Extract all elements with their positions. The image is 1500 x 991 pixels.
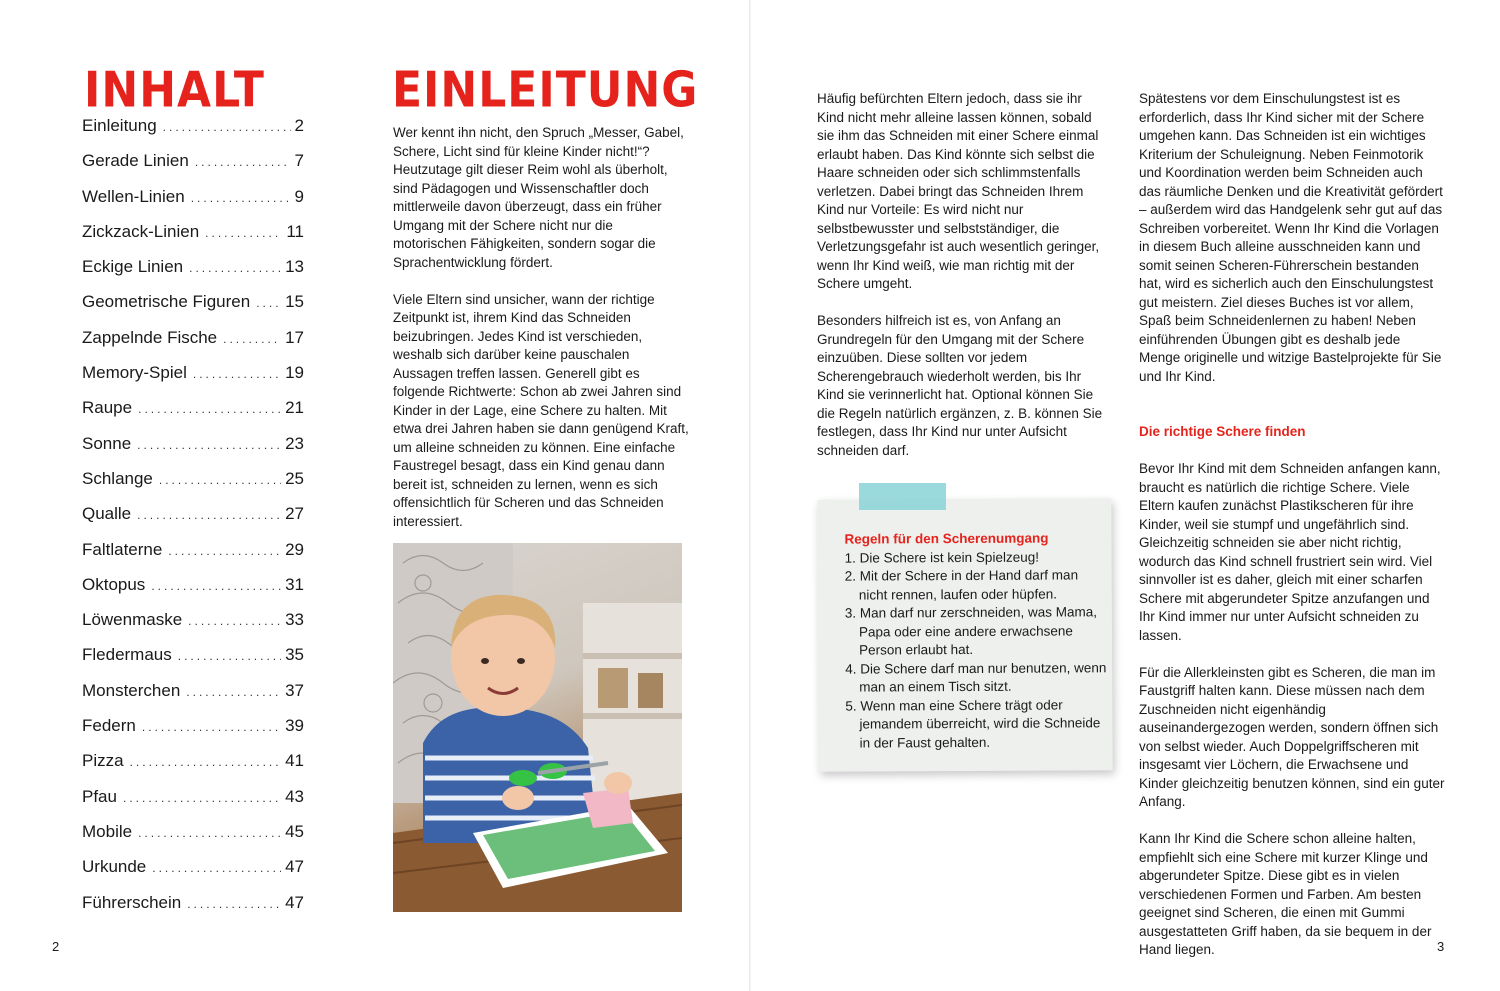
paragraph: Für die Allerkleinsten gibt es Scheren, die man im Faustgriff halten kann. Diese müssen nach dem Zuschneiden nicht eigenhändig auseinandergezogen werden, sondern öffnen sich von selbst wieder. Auch Doppelgriffscheren mit insgesamt vier Löchern, die Erwachsene und Kinder gleichzeitig benutzen können, sind ein guter Anfang. xyxy=(1139,664,1445,809)
toc-entry-page: 15 xyxy=(285,292,304,312)
toc-leader-dots xyxy=(138,826,281,840)
toc-entry-label: Zickzack-Linien xyxy=(82,221,200,241)
toc-leader-dots xyxy=(151,579,281,593)
toc-leader-dots xyxy=(138,402,281,416)
toc-entry xyxy=(82,787,304,822)
toc-entry xyxy=(82,645,304,680)
toc-entry xyxy=(82,187,304,222)
toc-leader-dots xyxy=(178,649,281,663)
rule-item: 4. Die Schere darf man nur benutzen, wenn man an einem Tisch sitzt. xyxy=(845,659,1107,695)
paragraph: Bevor Ihr Kind mit dem Schneiden anfangen kann, braucht es natürlich die richtige Schere. Viele Eltern kaufen zunächst Plastikscheren für ihre Kinder, weil sie stumpf und ungefährlich sind. Gleichzeitig schneiden sie aber nicht richtig, wodurch das Kind schnell frustriert sein wird. Viel sinnvoller ist es daher, gleich mit einer scharfen Schere mit abgerundeter Spitze anzufangen und Ihr Kind immer nur unter Aufsicht schneiden zu lassen. xyxy=(1139,461,1441,643)
toc-entry-label: Eckige Linien xyxy=(82,257,184,277)
toc-leader-dots xyxy=(130,755,282,769)
toc-leader-dots xyxy=(159,473,281,487)
toc-leader-dots xyxy=(205,226,282,240)
toc-entry-label: Federn xyxy=(82,716,136,736)
intro-title: EINLEITUNG xyxy=(392,61,699,119)
toc-entry-page: 7 xyxy=(294,151,304,171)
toc-entry xyxy=(82,540,304,575)
toc-entry-page: 17 xyxy=(285,327,304,347)
toc-entry-label: Schlange xyxy=(82,468,153,488)
photo-illustration xyxy=(393,543,682,912)
toc-entry-page: 9 xyxy=(294,186,304,206)
paragraph: Besonders hilfreich ist es, von Anfang an Grundregeln für den Umgang mit der Schere einzuüben. Diese sollten vor jedem Scherengebrauch wiederholt werden, bis Ihr Kind sie verinnerlicht hat. Optional können Sie die Regeln natürlich ergänzen, z. B. können Sie festlegen, dass Ihr Kind nur unter Aufsicht schneiden darf. xyxy=(817,313,1103,458)
intro-column-3 xyxy=(1139,90,1445,978)
rules-note xyxy=(817,498,1112,772)
tape-strip xyxy=(859,483,946,510)
toc-entry-label: Geometrische Figuren xyxy=(82,292,251,312)
toc-entry xyxy=(82,257,304,292)
rule-item: 3. Man darf nur zerschneiden, was Mama, Papa oder eine andere erwachsene Person erlaubt hat. xyxy=(844,604,1098,658)
toc-entry xyxy=(82,610,304,645)
toc-entry-page: 39 xyxy=(285,716,304,736)
toc-entry-label: Pfau xyxy=(82,786,117,806)
toc-entry-label: Führerschein xyxy=(82,892,182,912)
toc-entry-page: 43 xyxy=(285,786,304,806)
toc-entry-page: 29 xyxy=(285,539,304,559)
toc-entry-page: 47 xyxy=(285,857,304,877)
toc-entry-page: 27 xyxy=(285,504,304,524)
toc-leader-dots xyxy=(188,614,281,628)
toc-entry-label: Faltlaterne xyxy=(82,539,163,559)
toc-entry-label: Qualle xyxy=(82,504,132,524)
intro-column-1 xyxy=(393,124,689,550)
toc-entry-label: Oktopus xyxy=(82,574,146,594)
paragraph: Kann Ihr Kind die Schere schon alleine halten, empfiehlt sich eine Schere mit kurzer Klinge und abgerundeter Spitze. Diese gibt es in vielen verschiedenen Formen und Farben. Am besten geeignet sind Scheren, die einen mit Gummi ausgestatteten Griff haben, da sie bequem in der Hand liegen. xyxy=(1139,831,1432,957)
page-gutter xyxy=(749,0,751,991)
toc-entry-page: 23 xyxy=(285,433,304,453)
toc-entry xyxy=(82,292,304,327)
rule-item: 5. Wenn man eine Schere trägt oder jemandem überreicht, wird die Schneide in der Faust gehalten. xyxy=(845,696,1101,751)
toc-leader-dots xyxy=(193,367,281,381)
toc-entry xyxy=(82,116,304,151)
toc-leader-dots xyxy=(137,438,281,452)
toc-entry xyxy=(82,328,304,363)
toc-entry-page: 35 xyxy=(285,645,304,665)
paragraph: Spätestens vor dem Einschulungstest ist es erforderlich, dass Ihr Kind sicher mit der Schere umgehen kann. Das Schneiden ist ein wichtiges Kriterium der Schuleignung. Neben Feinmotorik und Koordination werden beim Schneiden auch das räumliche Denken und die Kreativität gefördert – außerdem wird das Handgelenk sehr gut auf das Schreiben vorbereitet. Wenn Ihr Kind die Vorlagen in diesem Buch alleine ausschneiden kann und somit seinen Scheren-Führerschein bestanden hat, wird es sicherlich auch den Einschulungstest gut meistern. Ziel dieses Buches ist vor allem, Spaß beim Schneidenlernen zu haben! Neben einführenden Übungen gibt es deshalb jede Menge originelle und witzige Bastelprojekte für Sie und Ihr Kind. xyxy=(1139,91,1443,384)
toc-entry-page: 25 xyxy=(285,468,304,488)
toc-entry-label: Memory-Spiel xyxy=(82,363,187,383)
toc-entry-page: 41 xyxy=(285,751,304,771)
toc-leader-dots xyxy=(186,685,281,699)
toc-leader-dots xyxy=(163,120,291,134)
toc-entry xyxy=(82,222,304,257)
toc-entry xyxy=(82,822,304,857)
paragraph: Häufig befürchten Eltern jedoch, dass sie ihr Kind nicht mehr alleine lassen können, sobald sie ihm das Schneiden mit einer Schere einmal erlaubt haben. Das Kind könnte sich selbst die Haare schneiden oder sich schlimmstenfalls verletzen. Dabei bringt das Schneiden Ihrem Kind nur Vorteile: Es wird nicht nur selbstbewusster und selbstständiger, die Verletzungsgefahr ist auch wesentlich geringer, wenn Ihr Kind weiß, wie man richtig mit der Schere umgeht. xyxy=(817,91,1100,291)
toc-entry-label: Fledermaus xyxy=(82,645,172,665)
toc-entry xyxy=(82,575,304,610)
toc-entry-label: Zappelnde Fische xyxy=(82,327,218,347)
rule-item: 2. Mit der Schere in der Hand darf man nicht rennen, laufen oder hüpfen. xyxy=(844,567,1079,603)
toc-entry xyxy=(82,363,304,398)
paragraph: Viele Eltern sind unsicher, wann der richtige Zeitpunkt ist, ihrem Kind das Schneiden beizubringen. Jedes Kind ist verschieden, weshalb sich darüber keine pauschalen Aussagen treffen lassen. Generell gibt es folgende Richtwerte: Schon ab zwei Jahren sind Kinder in der Lage, eine Schere zu halten. Mit etwa drei Jahren haben sie dann genügend Kraft, um alleine schneiden zu können. Eine einfache Faustregel besagt, dass ein Kind genau dann bereit ist, schneiden zu lernen, wenn es sich offensichtlich für Scheren und das Schneiden interessiert. xyxy=(393,291,689,529)
toc-entry xyxy=(82,469,304,504)
toc-leader-dots xyxy=(256,296,281,310)
page-number-right: 3 xyxy=(1437,939,1445,954)
toc-leader-dots xyxy=(142,720,281,734)
toc-entry-label: Einleitung xyxy=(82,116,157,135)
toc-entry-label: Mobile xyxy=(82,821,133,841)
toc-entry xyxy=(82,398,304,433)
toc-entry xyxy=(82,857,304,892)
toc-entry-page: 37 xyxy=(285,680,304,700)
toc-leader-dots xyxy=(123,791,281,805)
toc-entry-label: Gerade Linien xyxy=(82,151,189,171)
toc-leader-dots xyxy=(168,544,281,558)
toc-entry-label: Urkunde xyxy=(82,857,147,877)
toc-entry-label: Wellen-Linien xyxy=(82,186,185,206)
toc-entry-label: Raupe xyxy=(82,398,133,418)
toc-entry xyxy=(82,751,304,786)
toc-entry-page: 47 xyxy=(285,892,304,912)
toc-entry xyxy=(82,504,304,539)
toc-entry-label: Monsterchen xyxy=(82,680,181,700)
toc-leader-dots xyxy=(189,261,281,275)
toc-entry xyxy=(82,893,304,928)
toc-entry-page: 2 xyxy=(294,116,304,135)
toc-entry-label: Pizza xyxy=(82,751,124,771)
toc-leader-dots xyxy=(195,155,291,169)
toc-entry-label: Löwenmaske xyxy=(82,610,183,630)
toc-list xyxy=(82,116,304,928)
toc-entry-page: 11 xyxy=(286,221,304,241)
toc-entry-page: 33 xyxy=(285,610,304,630)
toc-entry-page: 45 xyxy=(285,821,304,841)
toc-leader-dots xyxy=(191,191,291,205)
toc-entry-page: 19 xyxy=(285,363,304,383)
toc-entry xyxy=(82,716,304,751)
rules-list xyxy=(845,548,1108,753)
rule-item: 1. Die Schere ist kein Spielzeug! xyxy=(844,549,1039,566)
toc-leader-dots xyxy=(137,508,281,522)
toc-leader-dots xyxy=(223,332,281,346)
toc-entry-page: 21 xyxy=(285,398,304,418)
toc-leader-dots xyxy=(152,861,281,875)
toc-entry xyxy=(82,151,304,186)
rules-note-title: Regeln für den Scherenumgang xyxy=(844,530,1049,547)
child-cutting-photo xyxy=(393,543,682,912)
section-subheading: Die richtige Schere finden xyxy=(1139,424,1306,439)
toc-leader-dots xyxy=(187,897,281,911)
toc-entry xyxy=(82,681,304,716)
intro-column-2 xyxy=(817,90,1111,479)
page-number-left: 2 xyxy=(52,939,60,954)
toc-entry-page: 13 xyxy=(285,257,304,277)
toc-entry-label: Sonne xyxy=(82,433,132,453)
paragraph: Wer kennt ihn nicht, den Spruch „Messer, Gabel, Schere, Licht sind für kleine Kinder nicht!“? Heutzutage gilt dieser Reim wohl als überholt, sind Pädagogen und Wissenschaftler doch mittlerweile davon überzeugt, dass ein früher Umgang mit der Schere nicht nur die motorischen Fähigkeiten, sondern sogar die Sprachentwicklung fördert. xyxy=(393,125,684,270)
toc-entry xyxy=(82,434,304,469)
toc-title: INHALT xyxy=(84,61,265,119)
toc-entry-page: 31 xyxy=(285,574,304,594)
